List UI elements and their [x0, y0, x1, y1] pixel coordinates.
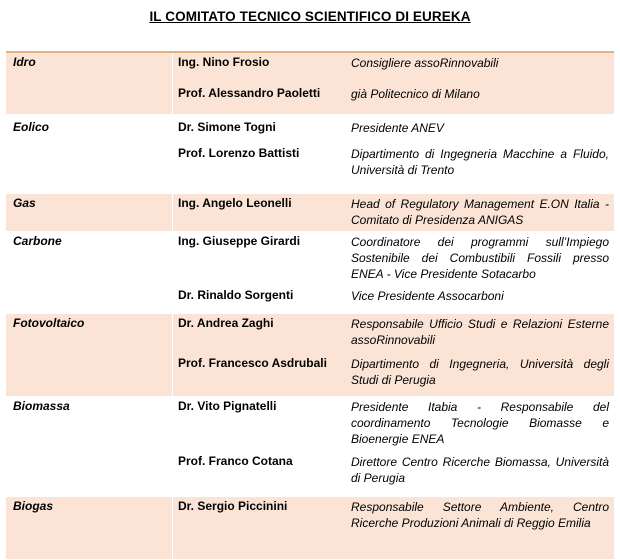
category-label: Gas — [13, 196, 36, 210]
member-name: Dr. Sergio Piccinini — [178, 499, 288, 513]
category-label: Carbone — [13, 234, 62, 248]
member-name: Dr. Vito Pignatelli — [178, 399, 277, 413]
member-row — [6, 118, 614, 144]
member-name: Dr. Rinaldo Sorgenti — [178, 288, 294, 302]
category-label: Eolico — [13, 120, 50, 134]
group-fotovoltaico — [6, 314, 614, 397]
member-row — [6, 286, 614, 313]
member-role: Coordinatore dei programmi sull’Impiego Sostenibile dei Combustibili Fossili presso ENEA - Vice Presidente Sotacarbo — [351, 235, 609, 281]
group-carbone — [6, 232, 614, 314]
member-name: Prof. Lorenzo Battisti — [178, 146, 300, 160]
group-eolico — [6, 118, 614, 194]
member-name: Prof. Alessandro Paoletti — [178, 86, 321, 100]
member-row — [6, 354, 614, 396]
category-label: Idro — [13, 55, 36, 69]
member-role: già Politecnico di Milano — [351, 87, 480, 101]
group-gas — [6, 194, 614, 232]
member-row — [6, 497, 614, 559]
member-role: Vice Presidente Assocarboni — [351, 289, 504, 303]
member-name: Dr. Simone Togni — [178, 120, 276, 134]
member-row — [6, 84, 614, 114]
member-row — [6, 397, 614, 452]
committee-table — [6, 53, 614, 560]
member-name: Ing. Nino Frosio — [178, 55, 270, 69]
category-label: Fotovoltaico — [13, 316, 85, 330]
group-biogas — [6, 497, 614, 560]
category-label: Biogas — [13, 499, 54, 513]
member-name: Ing. Angelo Leonelli — [178, 196, 292, 210]
member-name: Prof. Francesco Asdrubali — [178, 356, 327, 370]
member-role: Consigliere assoRinnovabili — [351, 56, 499, 70]
member-row — [6, 53, 614, 84]
category-label: Biomassa — [13, 399, 70, 413]
member-row — [6, 314, 614, 354]
member-role: Responsabile Ufficio Studi e Relazioni Esterne assoRinnovabili — [351, 317, 609, 347]
member-row — [6, 452, 614, 496]
member-row — [6, 194, 614, 231]
group-biomassa — [6, 397, 614, 497]
member-role: Direttore Centro Ricerche Biomassa, Università di Perugia — [351, 455, 609, 485]
member-role: Dipartimento di Ingegneria, Università degli Studi di Perugia — [351, 357, 609, 387]
member-name: Dr. Andrea Zaghi — [178, 316, 274, 330]
member-role: Presidente ANEV — [351, 121, 444, 135]
member-row — [6, 144, 614, 190]
member-name: Ing. Giuseppe Girardi — [178, 234, 301, 248]
member-role: Dipartimento di Ingegneria Macchine a Fluido, Università di Trento — [351, 147, 609, 177]
page-title: IL COMITATO TECNICO SCIENTIFICO DI EUREKA — [149, 9, 471, 24]
group-idro — [6, 53, 614, 115]
member-name: Prof. Franco Cotana — [178, 454, 293, 468]
member-role: Presidente Itabia - Responsabile del coordinamento Tecnologie Biomasse e Bioenergie ENEA — [351, 400, 609, 446]
member-role: Head of Regulatory Management E.ON Italia - Comitato di Presidenza ANIGAS — [351, 197, 609, 227]
member-role: Responsabile Settore Ambiente, Centro Ricerche Produzioni Animali di Reggio Emilia — [351, 500, 609, 530]
member-row — [6, 232, 614, 286]
